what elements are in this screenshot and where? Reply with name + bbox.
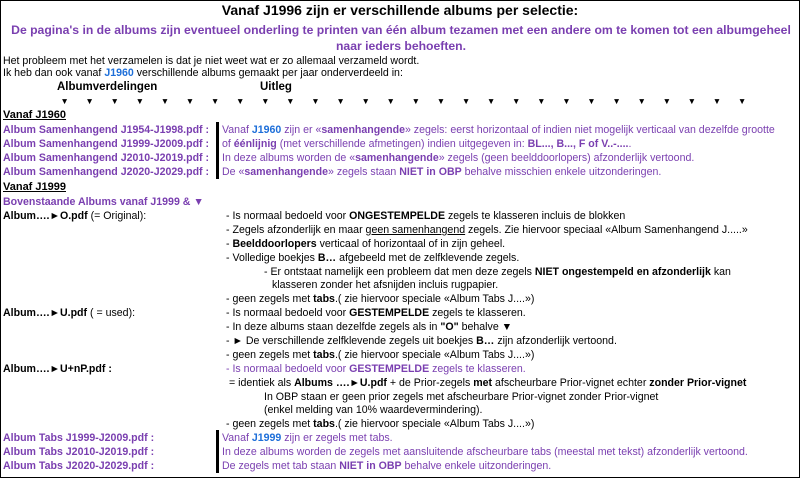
section3-desc-2: In deze albums worden de zegels met aansluitende afscheurbare tabs (meestal met tekst) afzonderlijk vertoond. bbox=[222, 446, 748, 458]
vertical-divider bbox=[216, 122, 219, 179]
unp-line-4: (enkel melding van 10% waardevermindering). bbox=[264, 404, 483, 416]
down-arrow-icon: ▼ bbox=[737, 96, 747, 106]
down-arrow-icon: ▼ bbox=[85, 96, 94, 106]
unp-line-1: - Is normaal bedoeld voor GESTEMPELDE zegels te klasseren. bbox=[226, 363, 526, 375]
down-arrow-icon: ▼ bbox=[110, 96, 119, 106]
column-header-uitleg: Uitleg bbox=[260, 81, 292, 93]
u-line-3: - ► De verschillende zelfklevende zegels uit boekjes B… zijn afzonderlijk vertoond. bbox=[226, 335, 617, 347]
intro-line-1: Het probleem met het verzamelen is dat je niet weet wat er zo allemaal verzameld wordt. bbox=[3, 55, 420, 67]
down-arrow-icon: ▼ bbox=[436, 96, 446, 106]
album-link-samenhangend-2010[interactable]: Album Samenhangend J2010-J2019.pdf : bbox=[3, 152, 210, 164]
section1-desc-3: In deze albums worden de «samenhangende» zegels (geen beelddoorlopers) afzonderlijk vertoond. bbox=[222, 152, 695, 164]
album-o-label[interactable]: Album….►O.pdf (= Original): bbox=[3, 210, 147, 222]
album-link-tabs-1999[interactable]: Album Tabs J1999-J2009.pdf : bbox=[3, 432, 155, 444]
o-line-4: - Volledige boekjes B… afgebeeld met de zelfklevende zegels. bbox=[226, 252, 520, 264]
intro-line-2: Ik heb dan ook vanaf J1960 verschillende albums gemaakt per jaar onderverdeeld in: bbox=[3, 67, 403, 79]
down-arrow-icon: ▼ bbox=[336, 96, 345, 106]
down-arrow-icon: ▼ bbox=[612, 96, 621, 106]
section3-desc-3: De zegels met tab staan NIET in OBP behalve enkele uitzonderingen. bbox=[222, 460, 552, 472]
o-line-7: - geen zegels met tabs.( zie hiervoor speciale «Album Tabs J....») bbox=[226, 293, 535, 305]
arrow-row bbox=[52, 96, 755, 106]
o-line-1: - Is normaal bedoeld voor ONGESTEMPELDE zegels te klasseren incluis de blokken bbox=[226, 210, 626, 222]
down-arrow-icon: ▼ bbox=[562, 96, 571, 106]
down-arrow-icon: ▼ bbox=[286, 96, 295, 106]
u-line-2: - In deze albums staan dezelfde zegels als in "O" behalve ▼ bbox=[226, 321, 513, 333]
section1-desc-1: Vanaf J1960 zijn er «samenhangende» zegels: eerst horizontaal of indien niet mogelijk verticaal van dezelfde grootte bbox=[222, 124, 775, 136]
down-arrow-icon: ▼ bbox=[587, 96, 596, 106]
unp-line-5: - geen zegels met tabs.( zie hiervoor speciale «Album Tabs J....») bbox=[226, 418, 535, 430]
album-unp-label[interactable]: Album….►U+nP.pdf : bbox=[3, 363, 112, 375]
album-link-samenhangend-1999[interactable]: Album Samenhangend J1999-J2009.pdf : bbox=[3, 138, 210, 150]
down-arrow-icon: ▼ bbox=[185, 96, 195, 106]
down-arrow-icon: ▼ bbox=[311, 96, 320, 106]
u-line-4: - geen zegels met tabs.( zie hiervoor speciale «Album Tabs J....») bbox=[226, 349, 535, 361]
down-arrow-icon: ▼ bbox=[712, 96, 722, 106]
vertical-divider-tabs bbox=[216, 430, 219, 473]
down-arrow-icon: ▼ bbox=[637, 96, 646, 106]
down-arrow-icon: ▼ bbox=[411, 96, 421, 106]
u-line-1: - Is normaal bedoeld voor GESTEMPELDE zegels te klasseren. bbox=[226, 307, 526, 319]
down-arrow-icon: ▼ bbox=[687, 96, 697, 106]
unp-line-2: = identiek als Albums ….►U.pdf + de Prior-zegels met afscheurbare Prior-vignet echter zonder Prior-vignet bbox=[229, 377, 747, 389]
down-arrow-icon: ▼ bbox=[386, 96, 395, 106]
column-header-albumverdelingen: Albumverdelingen bbox=[57, 81, 158, 93]
album-u-label[interactable]: Album….►U.pdf ( = used): bbox=[3, 307, 136, 319]
album-link-tabs-2010[interactable]: Album Tabs J2010-J2019.pdf : bbox=[3, 446, 155, 458]
unp-line-3: In OBP staan er geen prior zegels met afscheurbare Prior-vignet zonder Prior-vignet bbox=[264, 391, 659, 403]
o-line-5: - Er ontstaat namelijk een probleem dat men deze zegels NIET ongestempeld en afzonderlijk kan bbox=[264, 266, 731, 278]
down-arrow-icon: ▼ bbox=[486, 96, 496, 106]
down-arrow-icon: ▼ bbox=[662, 96, 671, 106]
section-heading-vanaf-j1960: Vanaf J1960 bbox=[3, 109, 66, 121]
section-heading-vanaf-j1999: Vanaf J1999 bbox=[3, 181, 66, 193]
down-arrow-icon: ▼ bbox=[235, 96, 245, 106]
page-title: Vanaf J1996 zijn er verschillende albums per selectie: bbox=[221, 2, 579, 18]
down-arrow-icon: ▼ bbox=[261, 96, 270, 106]
album-link-samenhangend-1954[interactable]: Album Samenhangend J1954-J1998.pdf : bbox=[3, 124, 210, 136]
section3-desc-1: Vanaf J1999 zijn er zegels met tabs. bbox=[222, 432, 393, 444]
section1-desc-2: of éénlijnig (met verschillende afmetingen) indien uitgegeven in: BL..., B..., F of V..-..... bbox=[222, 138, 632, 150]
o-line-6: klasseren zonder het afsnijden incluis rugpapier. bbox=[272, 279, 499, 291]
o-line-3: - Beelddoorlopers verticaal of horizontaal of in zijn geheel. bbox=[226, 238, 506, 250]
o-line-2: - Zegels afzonderlijk en maar geen samenhangend zegels. Zie hiervoor speciaal «Album Samenhangend J.....» bbox=[226, 224, 748, 236]
down-arrow-icon: ▼ bbox=[210, 96, 220, 106]
album-link-samenhangend-2020[interactable]: Album Samenhangend J2020-J2029.pdf : bbox=[3, 166, 210, 178]
section1-desc-4: De «samenhangende» zegels staan NIET in OBP behalve misschien enkele uitzonderingen. bbox=[222, 166, 662, 178]
page-subtitle: De pagina's in de albums zijn eventueel onderling te printen van één album tezamen met een andere om te komen tot een albumgeheel naar ieders behoeften. bbox=[11, 23, 791, 53]
section2-sub-heading: Bovenstaande Albums vanaf J1999 & ▼ bbox=[3, 196, 204, 208]
album-link-tabs-2020[interactable]: Album Tabs J2020-J2029.pdf : bbox=[3, 460, 155, 472]
down-arrow-icon: ▼ bbox=[135, 96, 145, 106]
down-arrow-icon: ▼ bbox=[461, 96, 471, 106]
down-arrow-icon: ▼ bbox=[160, 96, 170, 106]
down-arrow-icon: ▼ bbox=[537, 96, 546, 106]
down-arrow-icon: ▼ bbox=[512, 96, 521, 106]
down-arrow-icon: ▼ bbox=[361, 96, 370, 106]
down-arrow-icon: ▼ bbox=[60, 96, 69, 106]
